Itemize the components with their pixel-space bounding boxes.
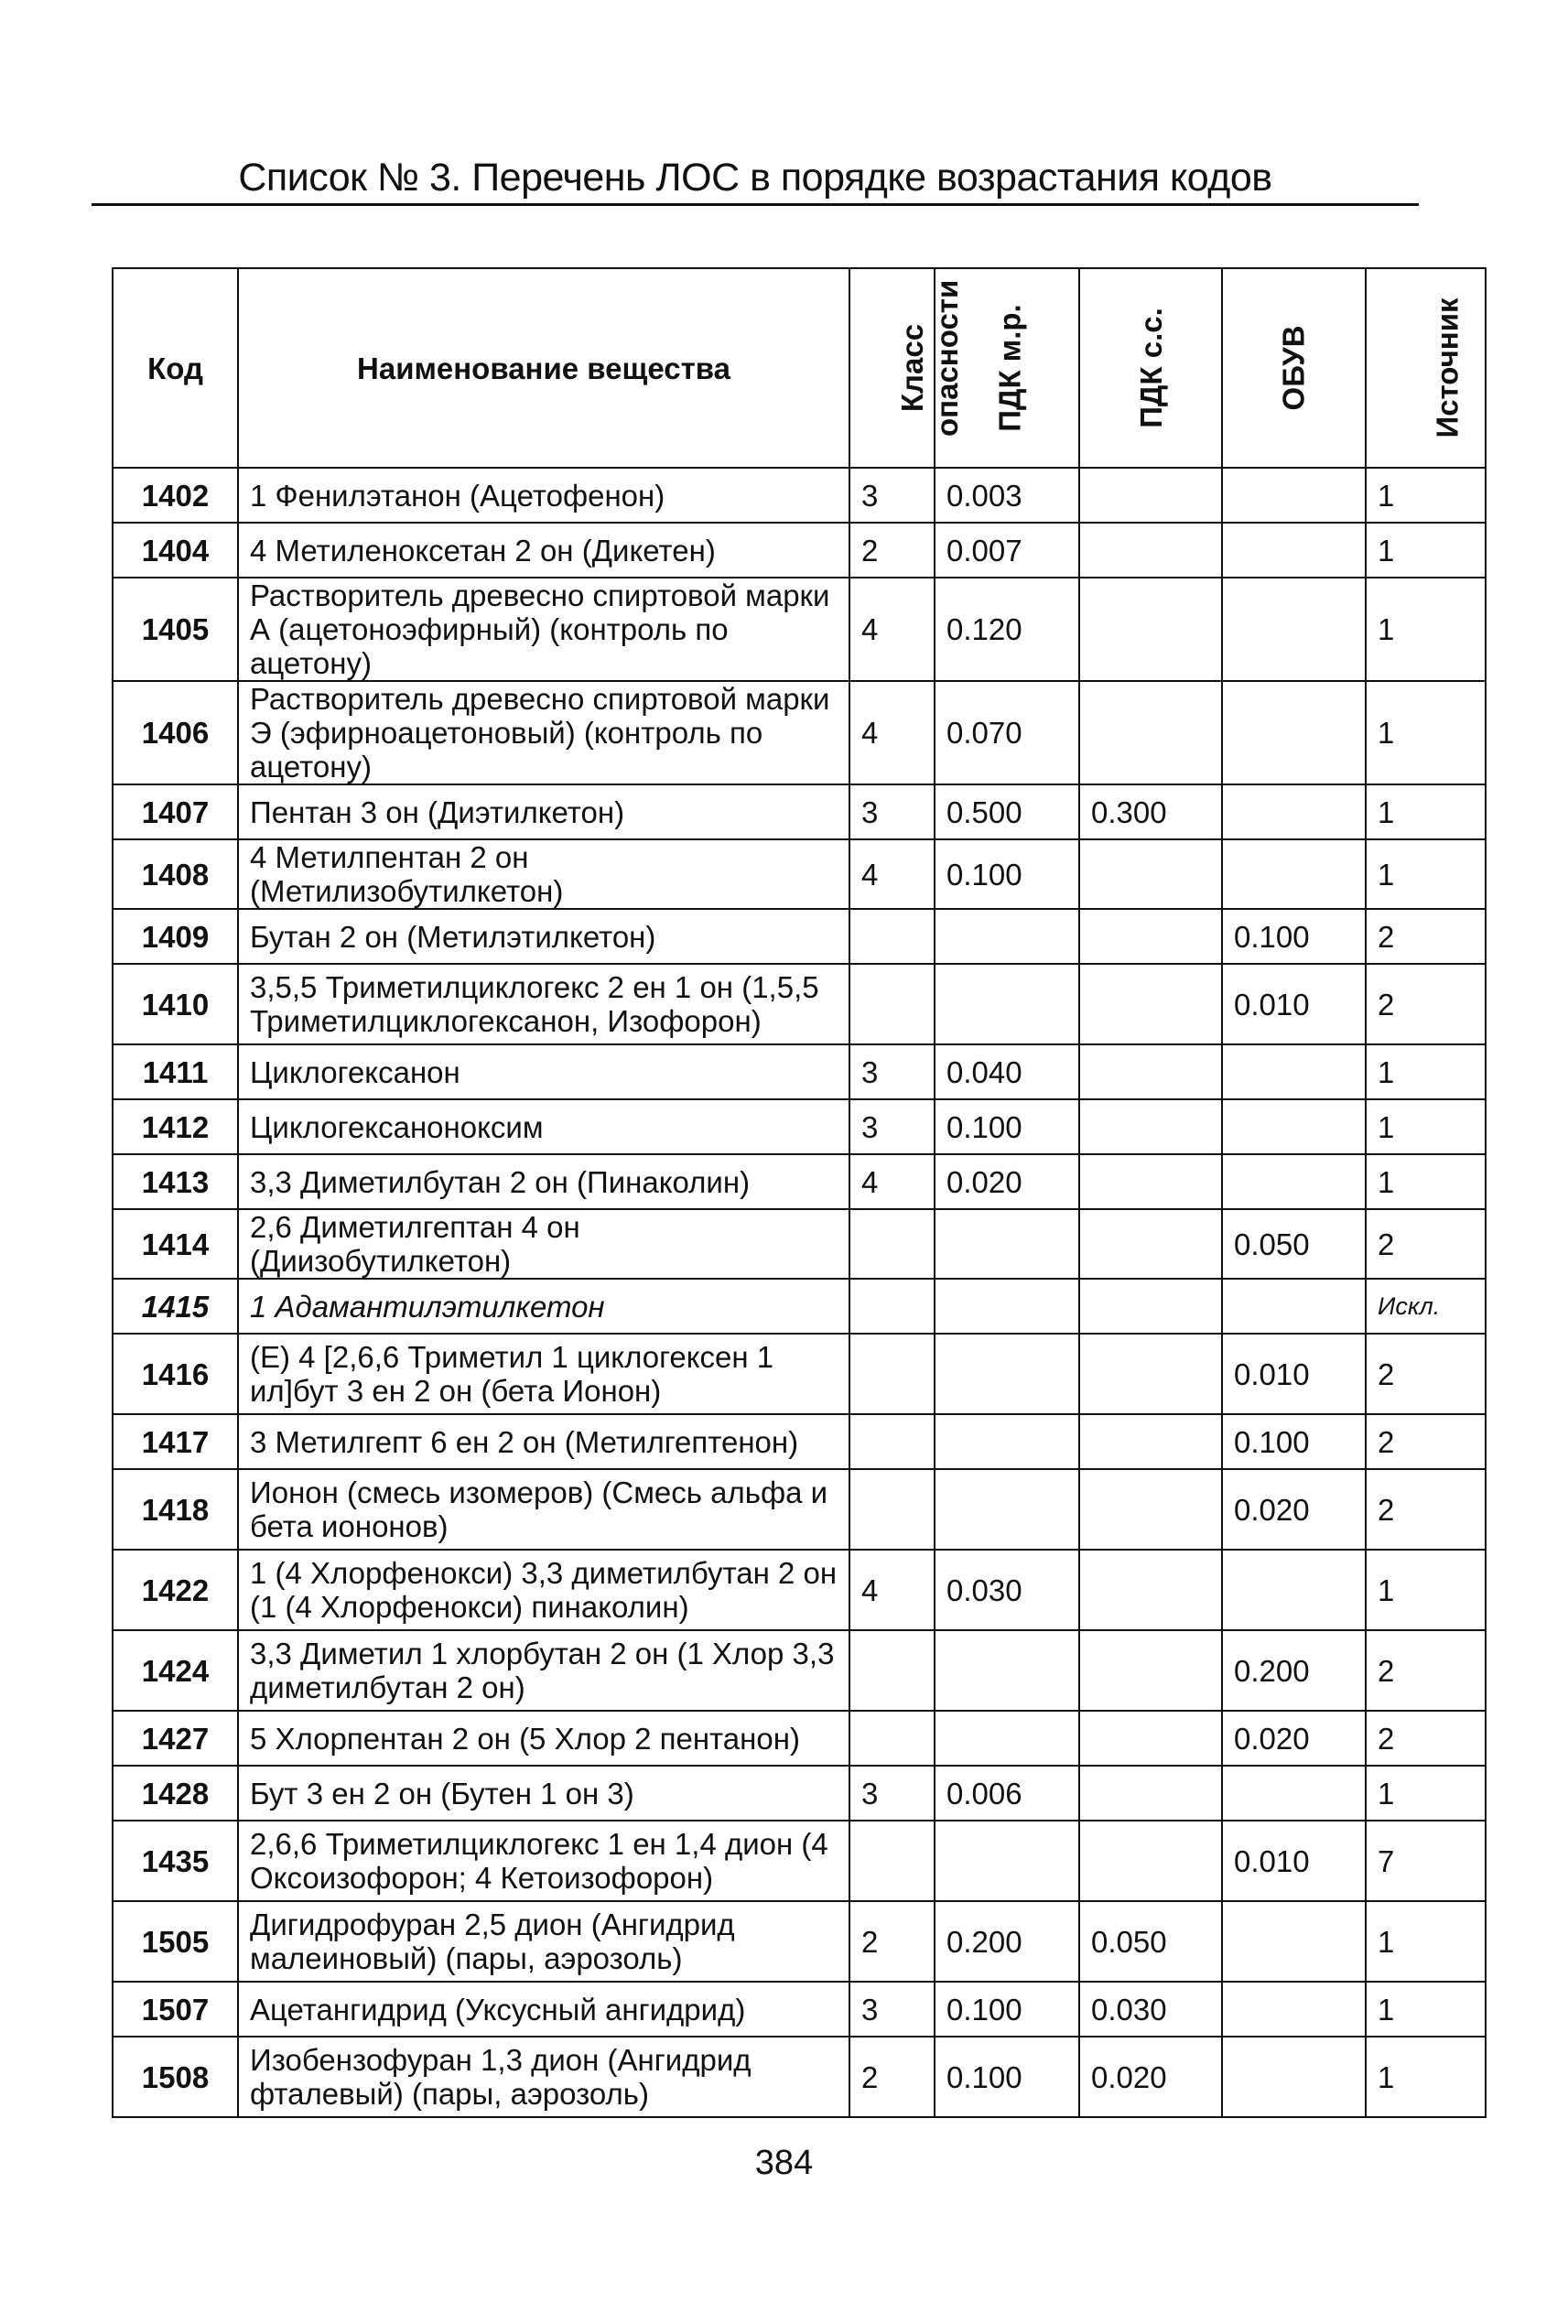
table-row <box>113 1414 1486 1469</box>
cell-mpc-mr <box>935 1469 1079 1550</box>
cell-obuv <box>1222 523 1366 578</box>
cell-obuv <box>1222 1099 1366 1154</box>
column-header-code: Код <box>113 268 238 468</box>
page-number: 384 <box>754 2144 814 2182</box>
column-header-mpc-mr: ПДК м.р. <box>935 268 1079 468</box>
cell-source: 1 <box>1366 784 1486 839</box>
cell-source: 2 <box>1366 1469 1486 1550</box>
cell-code: 1415 <box>113 1279 238 1334</box>
cell-source: 1 <box>1366 1982 1486 2037</box>
cell-hazard-class: 3 <box>849 1766 935 1821</box>
table-row <box>113 523 1486 578</box>
cell-mpc-ss <box>1079 681 1222 784</box>
cell-source: 1 <box>1366 681 1486 784</box>
table-row <box>113 1821 1486 1901</box>
cell-code: 1412 <box>113 1099 238 1154</box>
cell-source: 2 <box>1366 1209 1486 1279</box>
cell-hazard-class <box>849 1414 935 1469</box>
cell-hazard-class: 3 <box>849 1982 935 2037</box>
cell-code: 1416 <box>113 1334 238 1414</box>
cell-mpc-ss: 0.050 <box>1079 1901 1222 1982</box>
cell-obuv <box>1222 1982 1366 2037</box>
cell-code: 1411 <box>113 1044 238 1099</box>
table-row <box>113 1469 1486 1550</box>
cell-source: 1 <box>1366 523 1486 578</box>
cell-source: 2 <box>1366 964 1486 1044</box>
cell-obuv <box>1222 681 1366 784</box>
cell-name: Бут 3 ен 2 он (Бутен 1 он 3) <box>238 1766 849 1821</box>
cell-code: 1507 <box>113 1982 238 2037</box>
cell-obuv <box>1222 1154 1366 1209</box>
table-row <box>113 1334 1486 1414</box>
cell-hazard-class: 4 <box>849 681 935 784</box>
cell-mpc-ss <box>1079 909 1222 964</box>
cell-hazard-class <box>849 909 935 964</box>
cell-obuv <box>1222 468 1366 523</box>
cell-mpc-ss <box>1079 1099 1222 1154</box>
cell-mpc-ss <box>1079 839 1222 909</box>
cell-source: 2 <box>1366 909 1486 964</box>
cell-mpc-ss <box>1079 1154 1222 1209</box>
cell-code: 1405 <box>113 578 238 681</box>
cell-name: Циклогексаноноксим <box>238 1099 849 1154</box>
cell-obuv: 0.010 <box>1222 1821 1366 1901</box>
cell-mpc-ss <box>1079 523 1222 578</box>
cell-hazard-class: 4 <box>849 839 935 909</box>
cell-source: 2 <box>1366 1414 1486 1469</box>
cell-hazard-class <box>849 1469 935 1550</box>
cell-mpc-ss <box>1079 1469 1222 1550</box>
cell-hazard-class: 4 <box>849 1550 935 1630</box>
cell-hazard-class: 3 <box>849 784 935 839</box>
cell-mpc-mr <box>935 1279 1079 1334</box>
cell-code: 1427 <box>113 1711 238 1766</box>
cell-code: 1428 <box>113 1766 238 1821</box>
cell-obuv: 0.100 <box>1222 909 1366 964</box>
table-header-row <box>113 268 1486 468</box>
table-row <box>113 839 1486 909</box>
cell-code: 1413 <box>113 1154 238 1209</box>
table-row <box>113 964 1486 1044</box>
cell-obuv <box>1222 578 1366 681</box>
cell-code: 1424 <box>113 1630 238 1711</box>
cell-mpc-mr <box>935 1209 1079 1279</box>
table-row <box>113 2037 1486 2117</box>
cell-code: 1409 <box>113 909 238 964</box>
cell-name: Дигидрофуран 2,5 дион (Ангидрид малеиновый) (пары, аэрозоль) <box>238 1901 849 1982</box>
cell-hazard-class: 2 <box>849 1901 935 1982</box>
cell-code: 1414 <box>113 1209 238 1279</box>
cell-source: 2 <box>1366 1630 1486 1711</box>
cell-source: Искл. <box>1366 1279 1486 1334</box>
cell-code: 1505 <box>113 1901 238 1982</box>
cell-source: 1 <box>1366 1901 1486 1982</box>
cell-name: Ионон (смесь изомеров) (Смесь альфа и бета иононов) <box>238 1469 849 1550</box>
cell-mpc-mr: 0.040 <box>935 1044 1079 1099</box>
cell-code: 1417 <box>113 1414 238 1469</box>
cell-name: 3 Метилгепт 6 ен 2 он (Метилгептенон) <box>238 1414 849 1469</box>
cell-obuv: 0.200 <box>1222 1630 1366 1711</box>
column-header-name: Наименование вещества <box>238 268 849 468</box>
cell-code: 1407 <box>113 784 238 839</box>
cell-mpc-ss <box>1079 1766 1222 1821</box>
table-row <box>113 909 1486 964</box>
cell-name: 1 Адамантилэтилкетон <box>238 1279 849 1334</box>
cell-hazard-class <box>849 1279 935 1334</box>
cell-mpc-ss <box>1079 964 1222 1044</box>
cell-hazard-class <box>849 1821 935 1901</box>
title-divider <box>92 203 1419 206</box>
cell-name: Ацетангидрид (Уксусный ангидрид) <box>238 1982 849 2037</box>
cell-name: 2,6 Диметилгептан 4 он (Диизобутилкетон) <box>238 1209 849 1279</box>
table-row <box>113 578 1486 681</box>
table-row <box>113 1154 1486 1209</box>
cell-obuv: 0.020 <box>1222 1469 1366 1550</box>
cell-mpc-mr <box>935 1334 1079 1414</box>
cell-name: (E) 4 [2,6,6 Триметил 1 циклогексен 1 ил]бут 3 ен 2 он (бета Ионон) <box>238 1334 849 1414</box>
cell-mpc-ss <box>1079 578 1222 681</box>
cell-name: Циклогексанон <box>238 1044 849 1099</box>
cell-mpc-mr: 0.020 <box>935 1154 1079 1209</box>
cell-source: 1 <box>1366 1550 1486 1630</box>
cell-name: Растворитель древесно спиртовой марки А (ацетоноэфирный) (контроль по ацетону) <box>238 578 849 681</box>
cell-source: 1 <box>1366 839 1486 909</box>
cell-hazard-class: 3 <box>849 1044 935 1099</box>
cell-source: 1 <box>1366 468 1486 523</box>
cell-source: 1 <box>1366 1154 1486 1209</box>
cell-hazard-class <box>849 1711 935 1766</box>
cell-source: 1 <box>1366 2037 1486 2117</box>
cell-name: 2,6,6 Триметилциклогекс 1 ен 1,4 дион (4 Оксоизофорон; 4 Кетоизофорон) <box>238 1821 849 1901</box>
cell-mpc-mr: 0.120 <box>935 578 1079 681</box>
cell-mpc-mr <box>935 1630 1079 1711</box>
cell-source: 2 <box>1366 1334 1486 1414</box>
cell-mpc-mr: 0.100 <box>935 839 1079 909</box>
cell-mpc-mr <box>935 1821 1079 1901</box>
column-header-obuv: ОБУВ <box>1222 268 1366 468</box>
table-row <box>113 1901 1486 1982</box>
table-row <box>113 681 1486 784</box>
cell-mpc-ss: 0.030 <box>1079 1982 1222 2037</box>
cell-obuv <box>1222 1044 1366 1099</box>
cell-code: 1418 <box>113 1469 238 1550</box>
cell-name: 1 (4 Хлорфенокси) 3,3 диметилбутан 2 он (1 (4 Хлорфенокси) пинаколин) <box>238 1550 849 1630</box>
cell-code: 1435 <box>113 1821 238 1901</box>
cell-obuv <box>1222 1279 1366 1334</box>
cell-mpc-mr: 0.100 <box>935 1982 1079 2037</box>
cell-obuv <box>1222 2037 1366 2117</box>
cell-hazard-class: 3 <box>849 1099 935 1154</box>
cell-code: 1402 <box>113 468 238 523</box>
table-row <box>113 1209 1486 1279</box>
cell-mpc-mr <box>935 964 1079 1044</box>
cell-name: 3,3 Диметилбутан 2 он (Пинаколин) <box>238 1154 849 1209</box>
table-row <box>113 1550 1486 1630</box>
cell-source: 7 <box>1366 1821 1486 1901</box>
cell-name: 1 Фенилэтанон (Ацетофенон) <box>238 468 849 523</box>
table-row <box>113 784 1486 839</box>
cell-mpc-mr: 0.030 <box>935 1550 1079 1630</box>
cell-name: Бутан 2 он (Метилэтилкетон) <box>238 909 849 964</box>
cell-obuv: 0.100 <box>1222 1414 1366 1469</box>
table-row <box>113 1711 1486 1766</box>
cell-obuv: 0.010 <box>1222 1334 1366 1414</box>
cell-mpc-ss: 0.020 <box>1079 2037 1222 2117</box>
table-row <box>113 1982 1486 2037</box>
cell-obuv <box>1222 1901 1366 1982</box>
cell-mpc-mr <box>935 909 1079 964</box>
table-row <box>113 468 1486 523</box>
column-header-mpc-ss: ПДК с.с. <box>1079 268 1222 468</box>
cell-name: Растворитель древесно спиртовой марки Э (эфирноацетоновый) (контроль по ацетону) <box>238 681 849 784</box>
voc-table <box>112 267 1487 2118</box>
cell-obuv: 0.050 <box>1222 1209 1366 1279</box>
table-row <box>113 1044 1486 1099</box>
column-header-source: Источник <box>1366 268 1486 468</box>
cell-mpc-ss <box>1079 1414 1222 1469</box>
table-row <box>113 1630 1486 1711</box>
cell-source: 1 <box>1366 1044 1486 1099</box>
cell-mpc-mr: 0.500 <box>935 784 1079 839</box>
table-row <box>113 1279 1486 1334</box>
cell-hazard-class: 4 <box>849 1154 935 1209</box>
cell-mpc-ss <box>1079 1279 1222 1334</box>
cell-source: 1 <box>1366 578 1486 681</box>
cell-name: Пентан 3 он (Диэтилкетон) <box>238 784 849 839</box>
cell-name: 3,5,5 Триметилциклогекс 2 ен 1 он (1,5,5 Триметилциклогексанон, Изофорон) <box>238 964 849 1044</box>
cell-hazard-class: 2 <box>849 2037 935 2117</box>
cell-hazard-class <box>849 1334 935 1414</box>
cell-mpc-ss <box>1079 1711 1222 1766</box>
cell-mpc-mr: 0.007 <box>935 523 1079 578</box>
cell-hazard-class <box>849 964 935 1044</box>
table-row <box>113 1099 1486 1154</box>
cell-hazard-class <box>849 1630 935 1711</box>
cell-obuv: 0.020 <box>1222 1711 1366 1766</box>
column-header-hazard-class: Класс опасности <box>849 268 935 468</box>
cell-mpc-mr: 0.006 <box>935 1766 1079 1821</box>
cell-mpc-mr: 0.003 <box>935 468 1079 523</box>
cell-mpc-mr: 0.070 <box>935 681 1079 784</box>
cell-mpc-mr: 0.100 <box>935 2037 1079 2117</box>
cell-obuv <box>1222 1550 1366 1630</box>
cell-hazard-class: 3 <box>849 468 935 523</box>
cell-obuv <box>1222 839 1366 909</box>
cell-code: 1404 <box>113 523 238 578</box>
cell-code: 1406 <box>113 681 238 784</box>
cell-mpc-ss <box>1079 1630 1222 1711</box>
cell-mpc-ss: 0.300 <box>1079 784 1222 839</box>
cell-mpc-mr <box>935 1414 1079 1469</box>
table-row <box>113 1766 1486 1821</box>
cell-obuv <box>1222 1766 1366 1821</box>
cell-source: 2 <box>1366 1711 1486 1766</box>
cell-mpc-ss <box>1079 1334 1222 1414</box>
cell-mpc-ss <box>1079 1821 1222 1901</box>
cell-code: 1408 <box>113 839 238 909</box>
cell-name: Изобензофуран 1,3 дион (Ангидрид фталевый) (пары, аэрозоль) <box>238 2037 849 2117</box>
page-title: Список № 3. Перечень ЛОС в порядке возрастания кодов <box>238 156 1272 200</box>
cell-hazard-class: 2 <box>849 523 935 578</box>
cell-source: 1 <box>1366 1099 1486 1154</box>
cell-mpc-ss <box>1079 1550 1222 1630</box>
cell-name: 5 Хлорпентан 2 он (5 Хлор 2 пентанон) <box>238 1711 849 1766</box>
cell-mpc-mr: 0.200 <box>935 1901 1079 1982</box>
cell-mpc-ss <box>1079 1209 1222 1279</box>
cell-mpc-ss <box>1079 1044 1222 1099</box>
cell-mpc-mr: 0.100 <box>935 1099 1079 1154</box>
cell-hazard-class: 4 <box>849 578 935 681</box>
cell-name: 4 Метилпентан 2 он (Метилизобутилкетон) <box>238 839 849 909</box>
cell-obuv <box>1222 784 1366 839</box>
cell-code: 1422 <box>113 1550 238 1630</box>
cell-code: 1508 <box>113 2037 238 2117</box>
cell-name: 3,3 Диметил 1 хлорбутан 2 он (1 Хлор 3,3 диметилбутан 2 он) <box>238 1630 849 1711</box>
cell-code: 1410 <box>113 964 238 1044</box>
cell-name: 4 Метиленоксетан 2 он (Дикетен) <box>238 523 849 578</box>
cell-mpc-ss <box>1079 468 1222 523</box>
cell-source: 1 <box>1366 1766 1486 1821</box>
cell-obuv: 0.010 <box>1222 964 1366 1044</box>
cell-mpc-mr <box>935 1711 1079 1766</box>
cell-hazard-class <box>849 1209 935 1279</box>
